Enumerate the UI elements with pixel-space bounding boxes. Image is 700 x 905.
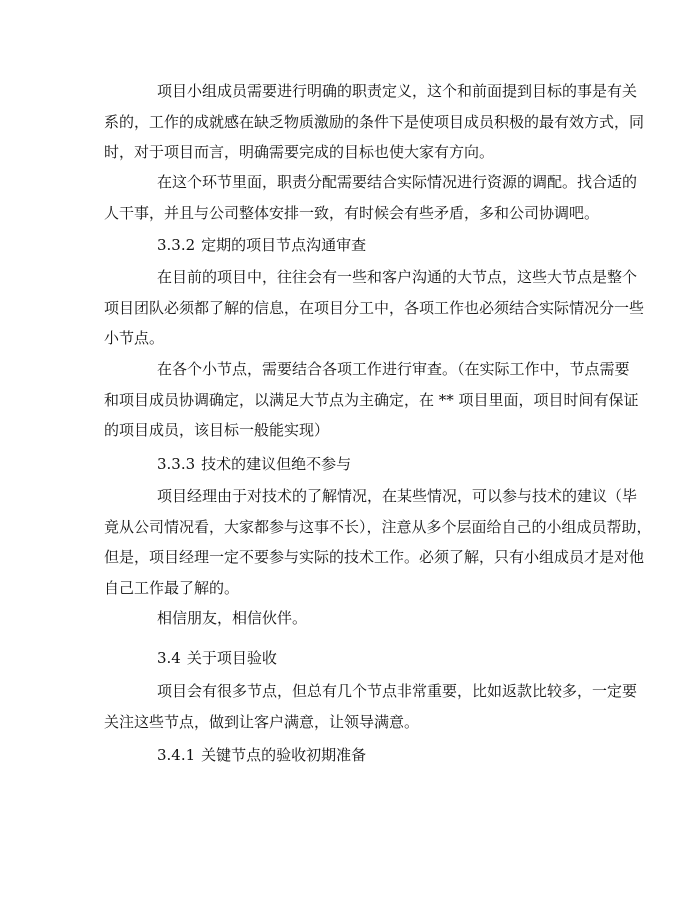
section-heading-3-3-3 [157,449,351,480]
text-line: 系的，工作的成就感在缺乏物质激励的条件下是使项目成员积极的最有效方式，同 [104,112,645,131]
text-line: 项目小组成员需要进行明确的职责定义，这个和前面提到目标的事是有关 [157,82,638,100]
text-line: 人干事，并且与公司整体安排一致，有时候会有些矛盾，多和公司协调吧。 [104,203,600,222]
text-line: 但是，项目经理一定不要参与实际的技术工作。必须了解，只有小组成员才是对他 [104,548,645,566]
text-line: 的项目成员，该目标一般能实现） [104,421,330,439]
text-line: 时，对于项目而言，明确需要完成的目标也使大家有方向。 [104,143,495,161]
text-line: 在目前的项目中，往往会有一些和客户沟通的大节点，这些大节点是整个 [157,268,638,286]
text-line: 自己工作最了解的。 [104,578,240,597]
section-title: 关键节点的验收初期准备 [201,746,367,764]
paragraph-minor-nodes [104,354,639,446]
paragraph-major-nodes [104,262,645,354]
section-title: 定期的项目节点沟通审查 [201,236,367,254]
paragraph-resource-allocation [104,167,638,228]
section-heading-3-4-1 [157,740,366,771]
text-line: 在这个环节里面，职责分配需要结合实际情况进行资源的调配。找合适的 [157,173,638,191]
text-line: 相信朋友，相信伙伴。 [157,609,308,627]
section-number: 3.4.1 [157,746,196,764]
section-number: 3.3.2 [157,236,196,254]
text-line: 项目经理由于对技术的了解情况，在某些情况，可以参与技术的建议（毕 [157,487,638,505]
text-line: 小节点。 [104,329,165,347]
text-line: 项目团队必须都了解的信息，在项目分工中，各项工作也必须结合实际情况分一些 [104,298,645,317]
text-line: 关注这些节点，做到让客户满意，让领导满意。 [104,712,420,731]
text-line: 项目会有很多节点，但总有几个节点非常重要，比如返款比较多，一定要 [157,682,638,700]
text-line: 在各个小节点，需要结合各项工作进行审查。（在实际工作中，节点需要 [157,360,630,378]
text-line: 和项目成员协调确定，以满足大节点为主确定，在 ** 项目里面，项目时间有保证 [104,390,639,409]
section-title: 关于项目验收 [186,649,277,667]
paragraph-project-acceptance [104,676,638,737]
section-title: 技术的建议但绝不参与 [201,455,352,473]
section-number: 3.4 [157,649,181,667]
paragraph-technical-advice [104,481,652,603]
section-number: 3.3.3 [157,455,196,473]
section-heading-3-3-2 [157,230,366,261]
text-line: 竟从公司情况看，大家都参与这事不长），注意从多个层面给自己的小组成员帮助， [104,517,652,536]
section-heading-3-4 [157,643,277,674]
paragraph-role-definition [104,76,645,168]
paragraph-trust-partners [104,603,604,634]
